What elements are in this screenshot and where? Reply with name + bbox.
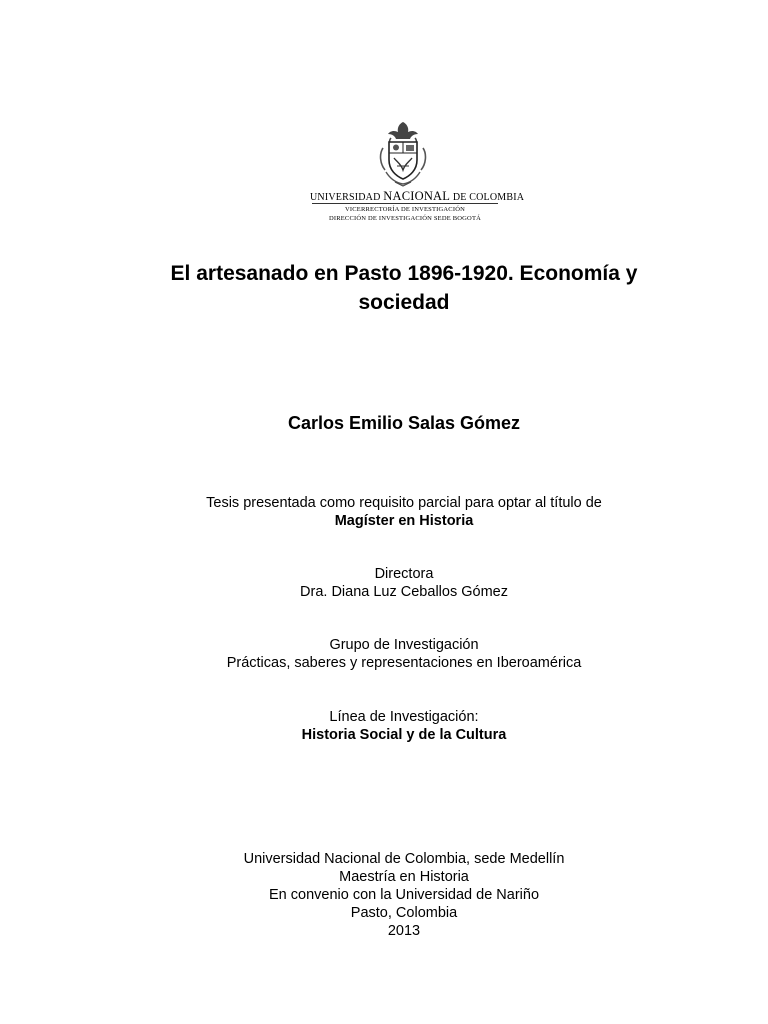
research-group-name: Prácticas, saberes y representaciones en Iberoamérica — [226, 655, 582, 671]
institution-year: 2013 — [387, 923, 421, 939]
thesis-title-line-1: El artesanado en Pasto 1896-1920. Economía y — [170, 262, 638, 285]
university-name — [310, 189, 525, 204]
university-name-part1: UNIVERSIDAD — [310, 192, 381, 203]
thesis-requirement-text: Tesis presentada como requisito parcial para optar al título de — [206, 495, 602, 511]
author-name: Carlos Emilio Salas Gómez — [287, 413, 521, 433]
logo-subtitle-vicerrectoria: VICERRECTORÍA DE INVESTIGACIÓN — [345, 206, 465, 213]
research-line-name: Historia Social y de la Cultura — [301, 727, 507, 743]
director-name: Dra. Diana Luz Ceballos Gómez — [300, 584, 508, 600]
research-line-label: Línea de Investigación: — [329, 709, 479, 725]
institution-line-3: En convenio con la Universidad de Nariño — [268, 887, 540, 903]
research-line-block — [60, 708, 748, 744]
research-group-block — [60, 636, 748, 672]
thesis-title-line-2: sociedad — [358, 291, 450, 314]
research-group-label: Grupo de Investigación — [329, 637, 479, 653]
coat-of-arms-icon — [377, 120, 429, 188]
thesis-statement — [60, 494, 748, 530]
thesis-title — [100, 259, 708, 317]
institution-block — [60, 850, 748, 940]
institution-line-2: Maestría en Historia — [339, 869, 469, 885]
university-name-part3: DE COLOMBIA — [452, 192, 525, 203]
logo-subtitle-direccion: DIRECCIÓN DE INVESTIGACIÓN SEDE BOGOTÁ — [328, 215, 482, 222]
director-label: Directora — [374, 566, 434, 582]
university-logo — [310, 120, 525, 226]
degree-name: Magíster en Historia — [334, 513, 474, 529]
institution-line-4: Pasto, Colombia — [350, 905, 458, 921]
university-name-part2: NACIONAL — [383, 189, 451, 203]
logo-divider — [312, 203, 498, 204]
institution-line-1: Universidad Nacional de Colombia, sede Medellín — [243, 851, 565, 867]
director-block — [60, 565, 748, 601]
